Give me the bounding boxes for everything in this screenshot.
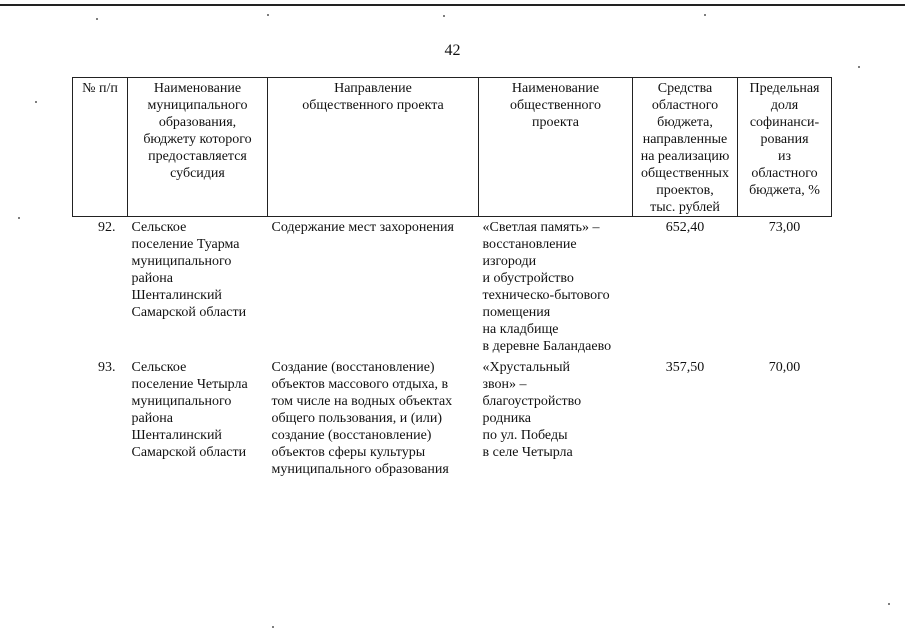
- row-share: 70,00: [768, 360, 801, 375]
- table-header-row: [73, 78, 832, 217]
- text-line: и обустройство: [482, 271, 574, 286]
- header-project: [479, 78, 633, 217]
- text-line: общественного: [510, 98, 601, 113]
- row-project: [479, 217, 633, 358]
- text-line: на реализацию: [640, 149, 730, 164]
- text-line: благоустройство: [482, 394, 582, 409]
- text-line: общественных: [641, 166, 729, 181]
- budget-table: [72, 77, 832, 480]
- row-number: 92.: [98, 220, 116, 235]
- text-line: том числе на водных объектах: [271, 394, 453, 409]
- header-municipality: [128, 78, 268, 217]
- page-top-rule: [0, 4, 905, 6]
- row-municipality: [128, 217, 268, 358]
- text-line: по ул. Победы: [482, 428, 568, 443]
- text-line: «Светлая память» –: [482, 220, 600, 235]
- text-line: Наименование: [153, 81, 242, 96]
- row-funds: 357,50: [665, 360, 705, 375]
- text-line: Предельная: [749, 81, 820, 96]
- text-line: «Хрустальный: [482, 360, 571, 375]
- text-line: Наименование: [511, 81, 600, 96]
- text-line: Самарской области: [131, 305, 247, 320]
- scan-speck: [443, 15, 445, 17]
- text-line: техническо-бытового: [482, 288, 610, 303]
- text-line: доля: [770, 98, 799, 113]
- text-line: Сельское: [131, 220, 187, 235]
- row-number: 93.: [98, 360, 116, 375]
- text-line: на кладбище: [482, 322, 559, 337]
- text-line: района: [131, 271, 173, 286]
- row-direction: [268, 357, 479, 480]
- text-line: областного: [751, 166, 818, 181]
- text-line: общественного проекта: [302, 98, 444, 113]
- text-line: субсидия: [170, 166, 225, 181]
- text-line: Создание (восстановление): [271, 360, 435, 375]
- text-line: муниципального: [131, 254, 232, 269]
- text-line: из: [777, 149, 792, 164]
- text-line: предоставляется: [148, 149, 247, 164]
- text-line: проектов,: [656, 183, 714, 198]
- header-funds: [633, 78, 738, 217]
- scan-speck: [888, 603, 890, 605]
- text-line: муниципального: [131, 394, 232, 409]
- header-share: [738, 78, 832, 217]
- row-municipality: [128, 357, 268, 480]
- scan-speck: [35, 101, 37, 103]
- text-line: Содержание мест захоронения: [271, 220, 454, 235]
- text-line: восстановление: [482, 237, 577, 252]
- text-line: поселение Четырла: [131, 377, 248, 392]
- text-line: помещения: [482, 305, 551, 320]
- text-line: района: [131, 411, 173, 426]
- text-line: тыс. рублей: [650, 200, 720, 215]
- table-row: [73, 357, 832, 480]
- scan-speck: [267, 14, 269, 16]
- text-line: создание (восстановление): [271, 428, 432, 443]
- scan-speck: [96, 18, 98, 20]
- text-line: в селе Четырла: [482, 445, 573, 460]
- text-line: образования,: [158, 115, 237, 130]
- row-direction: [268, 217, 479, 358]
- text-line: родника: [482, 411, 532, 426]
- text-line: поселение Туарма: [131, 237, 240, 252]
- text-line: бюджету которого: [143, 132, 252, 147]
- row-project: [479, 357, 633, 480]
- text-line: изгороди: [482, 254, 537, 269]
- scan-speck: [18, 217, 20, 219]
- text-line: рования: [760, 132, 809, 147]
- text-line: Направление: [334, 81, 412, 96]
- text-line: муниципального образования: [271, 462, 449, 477]
- text-line: проекта: [532, 115, 579, 130]
- text-line: бюджета, %: [749, 183, 820, 198]
- text-line: Сельское: [131, 360, 187, 375]
- header-number: [73, 78, 128, 217]
- scan-speck: [272, 626, 274, 628]
- text-line: Шенталинский: [131, 288, 222, 303]
- text-line: направленные: [642, 132, 728, 147]
- text-line: № п/п: [82, 81, 118, 96]
- table-row: [73, 217, 832, 358]
- text-line: софинанси-: [749, 115, 820, 130]
- page-number: 42: [444, 42, 461, 59]
- text-line: звон» –: [482, 377, 527, 392]
- text-line: муниципального: [147, 98, 248, 113]
- text-line: Шенталинский: [131, 428, 222, 443]
- text-line: объектов сферы культуры: [271, 445, 426, 460]
- text-line: Самарской области: [131, 445, 247, 460]
- row-share: 73,00: [768, 220, 801, 235]
- text-line: общего пользования, и (или): [271, 411, 442, 426]
- text-line: бюджета,: [657, 115, 713, 130]
- text-line: в деревне Баландаево: [482, 339, 612, 354]
- text-line: Средства: [657, 81, 713, 96]
- scan-speck: [858, 66, 860, 68]
- text-line: областного: [651, 98, 719, 113]
- header-direction: [268, 78, 479, 217]
- scan-speck: [704, 14, 706, 16]
- text-line: объектов массового отдыха, в: [271, 377, 449, 392]
- row-funds: 652,40: [665, 220, 705, 235]
